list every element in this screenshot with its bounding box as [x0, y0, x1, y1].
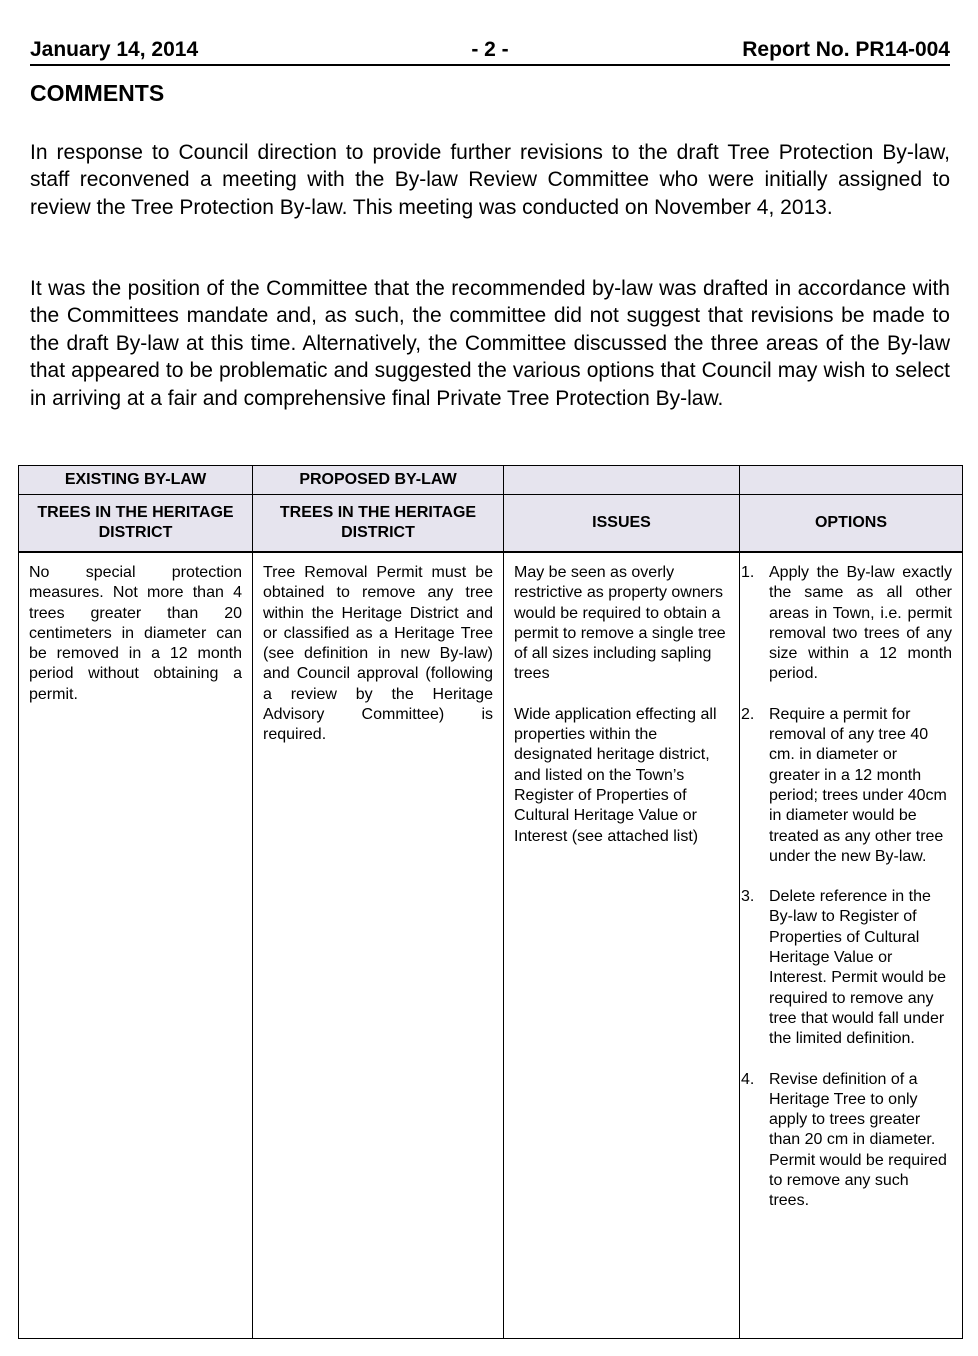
option-item [741, 563, 952, 685]
header-report-number: Report No. PR14-004 [742, 38, 950, 61]
option-text: Delete reference in the By-law to Register of Properties of Cultural Heritage Value or Interest. Permit would be required to remove any tree that would fall under the limited definition. [769, 888, 946, 1048]
proposed-bylaw-cell: Tree Removal Permit must be obtained to remove any tree within the Heritage District and or classified as a Heritage Tree (see definition in new By-law) and Council approval (following a review by the Heritage Advisory Committee) is required. [253, 552, 504, 1339]
options-list [741, 563, 952, 1212]
header-options: OPTIONS [740, 495, 963, 553]
header-existing-heritage: TREES IN THE HERITAGE DISTRICT [19, 495, 253, 553]
header-page-number: - 2 - [471, 38, 509, 61]
header-date: January 14, 2014 [30, 38, 199, 61]
table-row [19, 552, 963, 1339]
section-title: COMMENTS [30, 80, 165, 106]
header-proposed-heritage: TREES IN THE HERITAGE DISTRICT [253, 495, 504, 553]
option-text: Revise definition of a Heritage Tree to only apply to trees greater than 20 cm in diameter. Permit would be required to remove any such trees. [769, 1070, 947, 1210]
option-text: Require a permit for removal of any tree 40 cm. in diameter or greater in a 12 month period; trees under 40cm in diameter would be treated as any other tree under the new By-law. [769, 705, 947, 865]
paragraph-2: It was the position of the Committee that the recommended by-law was drafted in accordance with the Committees mandate and, as such, the committee did not suggest that revisions be made to the draft By-law at this time. Alternatively, the Committee discussed the three areas of the By-law that appeared to be problematic and suggested the various options that Council may wish to select in arriving at a fair and comprehensive final Private Tree Protection By-law. [30, 277, 950, 410]
issue-item: May be seen as overly restrictive as property owners would be required to obtain a permit to remove a single tree of all sizes including sapling trees [514, 564, 726, 683]
header-proposed-bylaw: PROPOSED BY-LAW [253, 466, 504, 495]
header-existing-bylaw: EXISTING BY-LAW [19, 466, 253, 495]
header-blank-issues [504, 466, 740, 495]
options-cell [740, 552, 963, 1339]
option-number: 2. [741, 705, 755, 723]
option-number: 1. [741, 564, 755, 581]
option-number: 3. [741, 888, 755, 906]
header-issues: ISSUES [504, 495, 740, 553]
option-item [741, 887, 952, 1049]
issue-item: Wide application effecting all properties within the designated heritage district, and listed on the Town’s Register of Properties of Cultural Heritage Value or Interest (see attached list) [514, 705, 717, 845]
table-header-row-1 [19, 466, 963, 495]
issues-cell [504, 552, 740, 1339]
existing-bylaw-cell: No special protection measures. Not more than 4 trees greater than 20 centimeters in diameter can be removed in a 12 month period without obtaining a permit. [19, 552, 253, 1339]
comparison-table [18, 465, 963, 1339]
table-header-row-2 [19, 495, 963, 553]
option-number: 4. [741, 1070, 755, 1088]
option-text: Apply the By-law exactly the same as all other areas in Town, i.e. permit removal two trees of any size within a 12 month period. [769, 564, 952, 683]
option-item [741, 1070, 952, 1212]
option-item [741, 705, 952, 867]
header-blank-options [740, 466, 963, 495]
paragraph-1: In response to Council direction to provide further revisions to the draft Tree Protection By-law, staff reconvened a meeting with the By-law Review Committee who were initially assigned to review the Tree Protection By-law. This meeting was conducted on November 4, 2013. [30, 141, 950, 219]
page-header [30, 36, 950, 66]
